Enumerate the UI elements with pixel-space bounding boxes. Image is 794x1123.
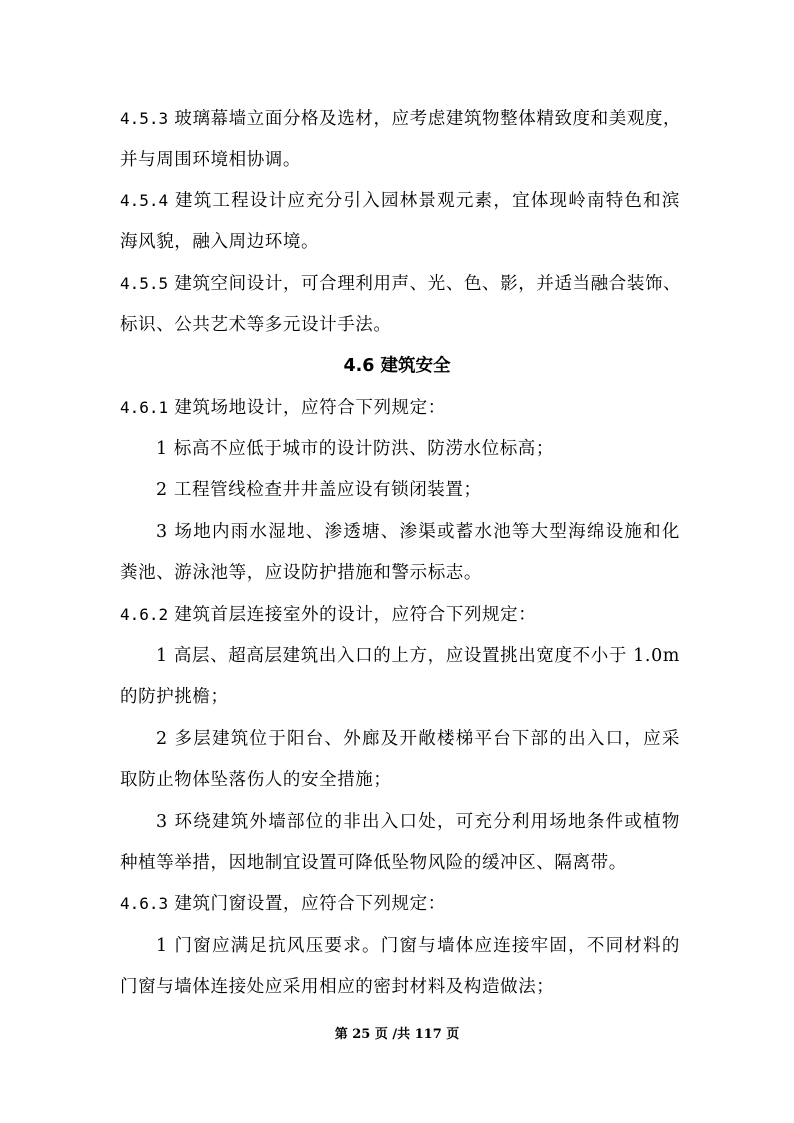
clause-text: 玻璃幕墙立面分格及选材，应考虑建筑物整体精致度和美观度，: [174, 109, 682, 129]
clause-4-6-1-item-3-line-1: 3 场地内雨水湿地、渗透塘、渗渠或蓄水池等大型海绵设施和化: [156, 522, 680, 542]
clause-4-6-2-item-1-line-2: 的防护挑檐；: [120, 687, 229, 707]
clause-text: 建筑场地设计，应符合下列规定：: [174, 398, 446, 418]
clause-number: 4.6.1: [120, 398, 169, 417]
clause-4-5-4-line-2: 海风貌，融入周边环境。: [120, 232, 320, 252]
clause-number: 4.6.2: [120, 605, 169, 624]
clause-4-6-1-item-3-line-2: 粪池、游泳池等，应设防护措施和警示标志。: [120, 563, 482, 583]
clause-4-6-2-item-3-line-2: 种植等举措，因地制宜设置可降低坠物风险的缓冲区、隔离带。: [120, 853, 627, 873]
page-footer: 第 25 页 /共 117 页: [334, 1027, 460, 1042]
clause-text: 建筑门窗设置，应符合下列规定：: [174, 894, 446, 914]
section-heading-4-6: 4.6 建筑安全: [343, 356, 451, 376]
clause-4-5-5-line-2: 标识、公共艺术等多元设计手法。: [120, 315, 392, 335]
clause-4-6-3: [120, 892, 680, 916]
clause-4-6-2-item-3-line-1: 3 环绕建筑外墙部位的非出入口处，可充分利用场地条件或植物: [156, 812, 680, 832]
clause-4-5-3-line-2: 并与周围环境相协调。: [120, 150, 301, 170]
clause-4-6-3-item-1-line-1: 1 门窗应满足抗风压要求。门窗与墙体应连接牢固，不同材料的: [156, 936, 680, 956]
clause-number: 4.5.5: [120, 274, 169, 293]
clause-4-6-2-item-2-line-2: 取防止物体坠落伤人的安全措施；: [120, 770, 392, 790]
clause-text: 建筑首层连接室外的设计，应符合下列规定：: [174, 605, 537, 625]
clause-4-5-3-line-1: [120, 107, 680, 131]
clause-4-6-2: [120, 603, 680, 627]
clause-4-6-2-item-2-line-1: 2 多层建筑位于阳台、外廊及开敞楼梯平台下部的出入口，应采: [156, 729, 680, 749]
clause-4-6-2-item-1-line-1: 1 高层、超高层建筑出入口的上方，应设置挑出宽度不小于 1.0m: [156, 646, 680, 666]
clause-text: 建筑空间设计，可合理利用声、光、色、影，并适当融合装饰、: [174, 274, 682, 294]
clause-text: 建筑工程设计应充分引入园林景观元素，宜体现岭南特色和滨: [174, 191, 680, 211]
clause-number: 4.6.3: [120, 894, 169, 913]
clause-4-5-4-line-1: [120, 189, 680, 213]
clause-number: 4.5.3: [120, 109, 169, 128]
clause-4-6-3-item-1-line-2: 门窗与墙体连接处应采用相应的密封材料及构造做法；: [120, 977, 555, 997]
clause-4-6-1: [120, 396, 680, 420]
clause-4-6-1-item-1: 1 标高不应低于城市的设计防洪、防涝水位标高；: [156, 439, 554, 459]
clause-number: 4.5.4: [120, 191, 169, 210]
clause-4-6-1-item-2: 2 工程管线检查井井盖应设有锁闭装置；: [156, 480, 482, 500]
clause-4-5-5-line-1: [120, 272, 680, 296]
